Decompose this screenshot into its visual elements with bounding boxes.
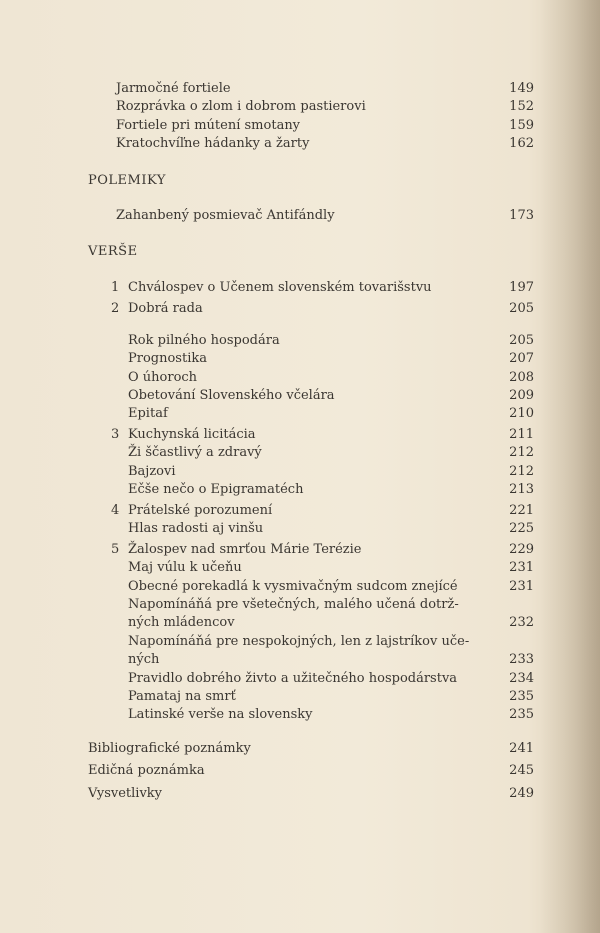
entry-title: Hlas radosti aj vinšu: [128, 521, 264, 536]
toc-numbered-entry: [0, 541, 600, 559]
toc-entry: [0, 688, 600, 706]
entry-title-continued: ných mládencov: [128, 615, 235, 630]
entry-number: 5: [111, 542, 120, 557]
entry-page: 162: [509, 136, 534, 151]
entry-page: 213: [509, 482, 534, 497]
entry-title: Rok pilného hospodára: [128, 333, 280, 348]
entry-page: 211: [509, 427, 534, 442]
entry-title: Ži ščastlivý a zdravý: [128, 445, 262, 460]
entry-page: 235: [509, 707, 534, 722]
entry-title: Kuchynská licitácia: [128, 427, 256, 442]
toc-entry-line1: [0, 596, 600, 614]
toc-entry: [0, 207, 600, 225]
entry-number: 3: [111, 427, 120, 442]
entry-page: 197: [509, 280, 534, 295]
entry-page: 231: [509, 579, 534, 594]
toc-entry: [0, 350, 600, 368]
entry-page: 225: [509, 521, 534, 536]
entry-title: Latinské verše na slovensky: [128, 707, 313, 722]
toc-entry: [0, 463, 600, 481]
toc-entry-line2: [0, 614, 600, 632]
entry-title: Maj vúlu k učeňu: [128, 560, 242, 575]
toc-entry: [0, 520, 600, 538]
entry-title: Dobrá rada: [128, 301, 203, 316]
toc-entry: [0, 578, 600, 596]
toc-back-matter: [0, 740, 600, 758]
entry-title: Edičná poznámka: [88, 763, 205, 778]
entry-page: 221: [509, 503, 534, 518]
toc-entry: [0, 135, 600, 153]
entry-page: 210: [509, 406, 534, 421]
entry-title: Jarmočné fortiele: [116, 81, 231, 96]
toc-entry-line2: [0, 651, 600, 669]
toc-entry-line1: [0, 633, 600, 651]
entry-title: Prátelské porozumení: [128, 503, 273, 518]
entry-page: 229: [509, 542, 534, 557]
entry-page: 249: [509, 786, 534, 801]
entry-number: 1: [111, 280, 120, 295]
entry-page: 149: [509, 81, 534, 96]
toc-entry: [0, 98, 600, 116]
entry-title: Epitaf: [128, 406, 168, 421]
entry-page: 212: [509, 445, 534, 460]
toc-entry: [0, 332, 600, 350]
entry-title: Pravidlo dobrého živto a užitečného hospodárstva: [128, 671, 458, 686]
section-title: POLEMIKY: [88, 173, 166, 188]
entry-title: Zahanbený posmievač Antifándly: [116, 208, 335, 223]
entry-title: Vysvetlivky: [88, 786, 163, 801]
entry-number: 4: [111, 503, 120, 518]
entry-title: Pamataj na smrť: [128, 689, 236, 704]
entry-page: 231: [509, 560, 534, 575]
toc-back-matter: [0, 785, 600, 803]
entry-number: 2: [111, 301, 120, 316]
entry-page: 173: [509, 208, 534, 223]
toc-back-matter: [0, 762, 600, 780]
entry-page: 205: [509, 301, 534, 316]
toc-entry: [0, 670, 600, 688]
entry-page: 209: [509, 388, 534, 403]
entry-title: Obecné porekadlá k vysmivačným sudcom znejícé: [128, 579, 458, 594]
toc-entry: [0, 387, 600, 405]
entry-title: Napomínáňá pre nespokojných, len z lajstríkov uče-: [128, 634, 470, 649]
entry-title: Obetování Slovenského včelára: [128, 388, 335, 403]
entry-page: 212: [509, 464, 534, 479]
toc-entry: [0, 444, 600, 462]
entry-title: Bajzovi: [128, 464, 176, 479]
toc-entry: [0, 117, 600, 135]
entry-page: 152: [509, 99, 534, 114]
section-title: VERŠE: [88, 244, 138, 259]
entry-title-continued: ných: [128, 652, 160, 667]
entry-page: 208: [509, 370, 534, 385]
section-heading-polemiky: [0, 172, 600, 190]
entry-title: O úhoroch: [128, 370, 198, 385]
entry-page: 235: [509, 689, 534, 704]
toc-numbered-entry: [0, 426, 600, 444]
section-heading-verse: [0, 243, 600, 261]
entry-title: Fortiele pri mútení smotany: [116, 118, 301, 133]
toc-entry: [0, 405, 600, 423]
entry-title: Rozprávka o zlom i dobrom pastierovi: [116, 99, 366, 114]
entry-page: 207: [509, 351, 534, 366]
entry-title: Ečše nečo o Epigramatéch: [128, 482, 304, 497]
entry-page: 159: [509, 118, 534, 133]
entry-title: Napomínáňá pre všetečných, malého učená dotrž-: [128, 597, 459, 612]
entry-title: Chválospev o Učenem slovenském tovarišstvu: [128, 280, 432, 295]
entry-title: Bibliografické poznámky: [88, 741, 251, 756]
toc-entry: [0, 559, 600, 577]
toc-entry: [0, 481, 600, 499]
toc-entry: [0, 369, 600, 387]
entry-page: 232: [509, 615, 534, 630]
toc-numbered-entry: [0, 300, 600, 318]
entry-page: 234: [509, 671, 534, 686]
toc-numbered-entry: [0, 279, 600, 297]
entry-title: Žalospev nad smrťou Márie Terézie: [128, 542, 362, 557]
entry-title: Prognostika: [128, 351, 207, 366]
entry-page: 245: [509, 763, 534, 778]
toc-entry: [0, 80, 600, 98]
toc-entry: [0, 706, 600, 724]
entry-page: 205: [509, 333, 534, 348]
entry-title: Kratochvíľne hádanky a žarty: [116, 136, 310, 151]
entry-page: 241: [509, 741, 534, 756]
entry-page: 233: [509, 652, 534, 667]
toc-numbered-entry: [0, 502, 600, 520]
